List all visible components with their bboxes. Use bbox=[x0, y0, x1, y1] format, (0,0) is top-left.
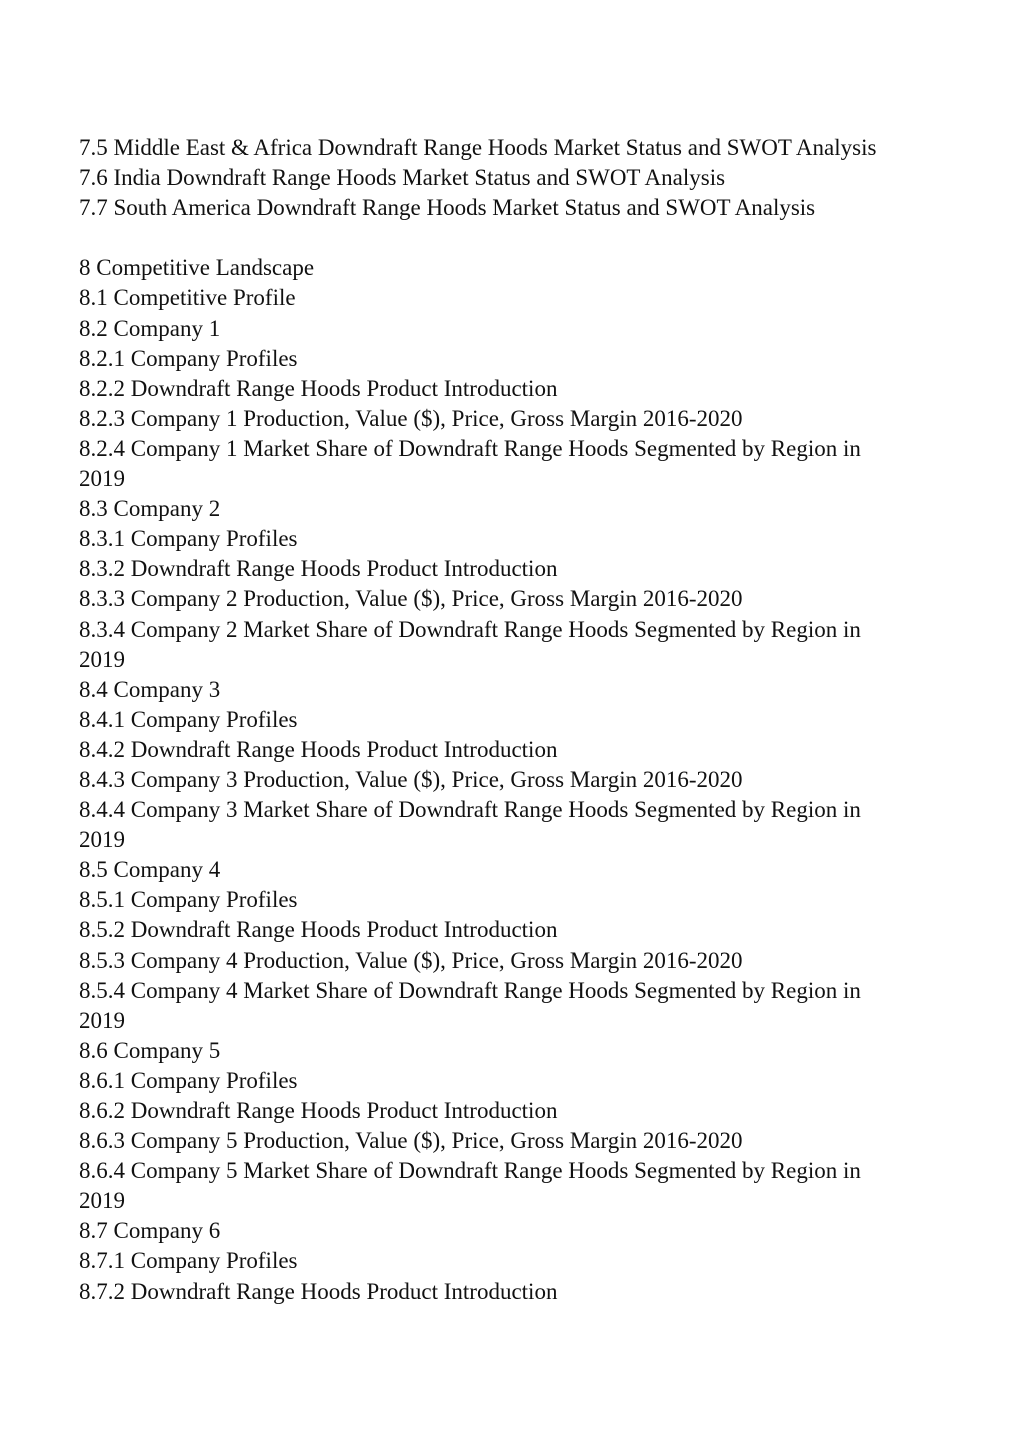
toc-line: 8 Competitive Landscape bbox=[79, 255, 315, 281]
toc-line: 2019 bbox=[79, 827, 125, 853]
toc-line: 8.7 Company 6 bbox=[79, 1218, 221, 1244]
toc-line: 8.7.2 Downdraft Range Hoods Product Introduction bbox=[79, 1278, 558, 1304]
toc-line: 2019 bbox=[79, 1007, 125, 1033]
toc-section-8 bbox=[79, 253, 959, 1306]
toc-line: 8.5.4 Company 4 Market Share of Downdraft Range Hoods Segmented by Region in bbox=[79, 977, 861, 1003]
toc-line: 8.3.2 Downdraft Range Hoods Product Introduction bbox=[79, 556, 558, 582]
toc-line: 2019 bbox=[79, 466, 125, 492]
toc-line: 8.6.1 Company Profiles bbox=[79, 1067, 298, 1093]
toc-line: 8.5 Company 4 bbox=[79, 857, 221, 883]
toc-line: 8.6.2 Downdraft Range Hoods Product Introduction bbox=[79, 1098, 558, 1123]
toc-line: 8.4.4 Company 3 Market Share of Downdraft Range Hoods Segmented by Region in bbox=[79, 797, 861, 823]
toc-line: 8.2.4 Company 1 Market Share of Downdraft Range Hoods Segmented by Region in bbox=[79, 435, 861, 461]
toc-line: 8.6.4 Company 5 Market Share of Downdraft Range Hoods Segmented by Region in bbox=[79, 1158, 861, 1184]
toc-line: 8.6.3 Company 5 Production, Value ($), Price, Gross Margin 2016-2020 bbox=[79, 1128, 743, 1154]
toc-line: 8.4.2 Downdraft Range Hoods Product Introduction bbox=[79, 736, 558, 762]
toc-line: 8.4 Company 3 bbox=[79, 676, 221, 702]
toc-line: 7.6 India Downdraft Range Hoods Market Status and SWOT Analysis bbox=[79, 165, 726, 191]
section-gap bbox=[79, 223, 959, 253]
toc-line: 8.1 Competitive Profile bbox=[79, 285, 296, 311]
toc-line: 8.2.1 Company Profiles bbox=[79, 345, 298, 371]
toc-line: 8.3.4 Company 2 Market Share of Downdraft Range Hoods Segmented by Region in bbox=[79, 616, 861, 642]
toc-line: 8.3.3 Company 2 Production, Value ($), Price, Gross Margin 2016-2020 bbox=[79, 586, 743, 612]
toc-line: 8.5.2 Downdraft Range Hoods Product Introduction bbox=[79, 917, 558, 943]
toc-line: 7.5 Middle East & Africa Downdraft Range Hoods Market Status and SWOT Analysis bbox=[79, 135, 877, 160]
toc-line: 8.7.1 Company Profiles bbox=[79, 1248, 298, 1274]
toc-line: 8.2 Company 1 bbox=[79, 315, 221, 341]
toc-section-7 bbox=[79, 133, 959, 223]
toc-line: 8.5.3 Company 4 Production, Value ($), Price, Gross Margin 2016-2020 bbox=[79, 947, 743, 973]
toc-line: 8.2.2 Downdraft Range Hoods Product Introduction bbox=[79, 375, 558, 401]
toc-line: 2019 bbox=[79, 646, 125, 672]
toc-line: 7.7 South America Downdraft Range Hoods Market Status and SWOT Analysis bbox=[79, 195, 816, 221]
toc-line: 2019 bbox=[79, 1188, 125, 1214]
toc-line: 8.6 Company 5 bbox=[79, 1037, 221, 1063]
document-page bbox=[79, 133, 959, 1307]
toc-line: 8.3.1 Company Profiles bbox=[79, 526, 298, 552]
toc-line: 8.4.1 Company Profiles bbox=[79, 706, 298, 732]
toc-line: 8.2.3 Company 1 Production, Value ($), Price, Gross Margin 2016-2020 bbox=[79, 405, 743, 431]
toc-line: 8.3 Company 2 bbox=[79, 496, 221, 522]
toc-line: 8.4.3 Company 3 Production, Value ($), Price, Gross Margin 2016-2020 bbox=[79, 766, 743, 792]
toc-line: 8.5.1 Company Profiles bbox=[79, 887, 298, 913]
